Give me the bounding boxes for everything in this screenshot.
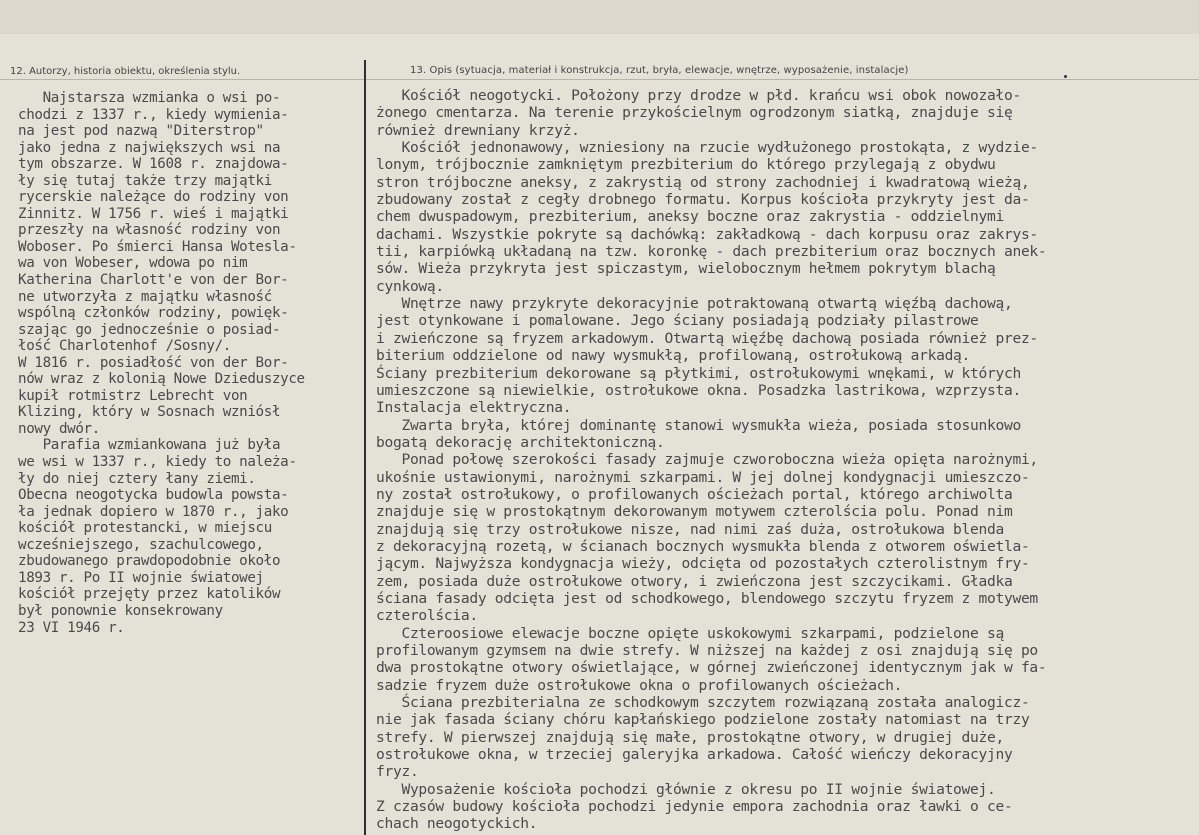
description-line: biterium oddzielone od nawy wysmukłą, profilowaną, ostrołukową arkadą. xyxy=(376,347,971,365)
history-line: W 1816 r. posiadłość von der Bor- xyxy=(18,354,289,371)
description-line: zem, posiada duże ostrołukowe otwory, i zwieńczona jest szczycikami. Gładka xyxy=(376,572,1013,590)
history-line: 1893 r. Po II wojnie światowej xyxy=(18,569,264,586)
history-line: tym obszarze. W 1608 r. znajdowa- xyxy=(18,156,289,173)
description-line: profilowanym gzymsem na dwie strefy. W niższej na każdej z osi znajdują się po xyxy=(376,642,1038,659)
history-line: chodzi z 1337 r., kiedy wymienia- xyxy=(18,106,289,123)
history-line: kupił rotmistrz Lebrecht von xyxy=(18,387,248,404)
description-line: sadzie fryzem duże ostrołukowe okna o profilowanych ościeżach. xyxy=(376,676,903,694)
history-line: Parafia wzmiankowana już była xyxy=(18,437,281,454)
description-line: znajdują się trzy ostrołukowe nisze, nad nimi zaś duża, ostrołukowa blenda xyxy=(376,520,1004,538)
description-line: dachami. Wszystkie pokryte są dachówką: zakładkową - dach korpusu oraz zakrys- xyxy=(376,225,1038,243)
history-line: był ponownie konsekrowany xyxy=(18,602,223,619)
history-line: 23 VI 1946 r. xyxy=(18,619,125,636)
history-line: nowy dwór. xyxy=(18,420,100,437)
description-line: fryz. xyxy=(376,763,419,781)
history-line: ne utworzyła z majątku własność xyxy=(18,288,272,305)
description-line: Kościół jednonawowy, wzniesiony na rzucie wydłużonego prostokąta, z wydzie- xyxy=(376,139,1038,157)
history-line: przeszły na własność rodziny von xyxy=(18,222,281,239)
description-line: Z czasów budowy kościoła pochodzi jedynie empora zachodnia oraz ławki o ce- xyxy=(376,798,1013,816)
description-line: strefy. W pierwszej znajdują się małe, prostokątne otwory, w drugiej duże, xyxy=(376,728,1004,746)
description-line: Wyposażenie kościoła pochodzi głównie z okresu po II wojnie światowej. xyxy=(376,780,996,798)
history-line: jako jedna z największych wsi na xyxy=(18,139,281,156)
description-line: ny został ostrołukowy, o profilowanych ościeżach portal, którego archiwolta xyxy=(376,485,1013,503)
history-line: nów wraz z kolonią Nowe Dzieduszyce xyxy=(18,371,305,388)
top-edge xyxy=(0,0,1199,34)
description-line: i zwieńczone są fryzem arkadowym. Otwartą więźbę dachową posiada również prez- xyxy=(376,329,1038,347)
history-text xyxy=(18,90,358,636)
description-line: również drewniany krzyż. xyxy=(376,121,580,139)
history-line: Najstarsza wzmianka o wsi po- xyxy=(18,90,281,106)
section-12-label: 12. Autorzy, historia obiektu, określenia stylu. xyxy=(10,66,241,77)
description-line: ostrołukowe okna, w trzeciej galeryjka arkadowa. Całość wieńczy dekoracyjny xyxy=(376,746,1013,764)
description-line: czterolścia. xyxy=(376,607,478,625)
history-line: Woboser. Po śmierci Hansa Wotesla- xyxy=(18,238,297,255)
description-line: stron trójboczne aneksy, z zakrystią od strony zachodniej i kwadratową wieżą, xyxy=(376,173,1030,191)
description-line: chem dwuspadowym, prezbiterium, aneksy boczne oraz zakrystia - oddzielnymi xyxy=(376,208,1004,226)
column-divider xyxy=(364,60,366,835)
history-line: ły się tutaj także trzy majątki xyxy=(18,172,272,189)
description-line: ściana fasady odcięta jest od schodkowego, blendowego szczytu fryzem z motywem xyxy=(376,589,1038,607)
history-line: Klizing, który w Sosnach wzniósł xyxy=(18,404,281,421)
description-line: Instalacja elektryczna. xyxy=(376,399,572,417)
description-line: ukośnie ustawionymi, narożnymi szkarpami. W jej dolnej kondygnacji umieszczo- xyxy=(376,468,1030,486)
history-line: wcześniejszego, szachulcowego, xyxy=(18,536,264,553)
history-line: we wsi w 1337 r., kiedy to należa- xyxy=(18,454,297,471)
description-line: umieszczone są niewielkie, ostrołukowe okna. Posadzka lastrikowa, wzprzysta. xyxy=(376,381,1021,399)
history-line: rycerskie należące do rodziny von xyxy=(18,189,289,206)
description-line: nie jak fasada ściany chóru kapłańskiego podzielone zostały natomiast na trzy xyxy=(376,711,1030,729)
description-line: Wnętrze nawy przykryte dekoracyjnie potraktowaną otwartą więźbą dachową, xyxy=(376,295,1013,313)
description-line: cynkową. xyxy=(376,277,444,295)
description-line: bogatą dekorację architektoniczną. xyxy=(376,433,665,451)
history-line: Katherina Charlott'e von der Bor- xyxy=(18,272,289,289)
description-line: zbudowany został z cegły drobnego formatu. Korpus kościoła przykryty jest da- xyxy=(376,191,1030,209)
ink-dot xyxy=(1064,75,1067,78)
history-line: na jest pod nazwą "Diterstrop" xyxy=(18,123,264,140)
description-line: Kościół neogotycki. Położony przy drodze w płd. krańcu wsi obok nowozało- xyxy=(376,87,1021,104)
description-line: Ściana prezbiterialna ze schodkowym szczytem rozwiązaną została analogicz- xyxy=(376,694,1030,712)
description-line: Czteroosiowe elewacje boczne opięte uskokowymi szkarpami, podzielone są xyxy=(376,624,1004,642)
description-line: jącym. Najwyższa kondygnacja wieży, odcięta od pozostałych czterolistnym fry- xyxy=(376,555,1030,573)
description-line: jest otynkowane i pomalowane. Jego ściany posiadają podziały pilastrowe xyxy=(376,312,979,330)
description-line: tii, karpiówką układaną na tzw. koronkę - dach prezbiterium oraz bocznych anek- xyxy=(376,243,1047,261)
description-line: z dekoracyjną rozetą, w ścianach bocznych wysmukła blenda z otworem oświetla- xyxy=(376,537,1030,555)
description-line: żonego cmentarza. Na terenie przykościelnym ogrodzonym siatką, znajduje się xyxy=(376,104,1013,122)
history-line: wa von Wobeser, wdowa po nim xyxy=(18,255,248,272)
header-rule xyxy=(0,79,1199,80)
history-line: zbudowanego prawdopodobnie około xyxy=(18,553,281,570)
history-line: szając go jednocześnie o posiad- xyxy=(18,321,281,338)
description-line: chach neogotyckich. xyxy=(376,815,538,833)
history-line: Zinnitz. W 1756 r. wieś i majątki xyxy=(18,205,289,222)
description-line: znajduje się w prostokątnym dekorowanym motywem czterolścia polu. Ponad nim xyxy=(376,503,1013,521)
description-line: Ponad połowę szerokości fasady zajmuje czworoboczna wieża opięta narożnymi, xyxy=(376,451,1038,469)
history-line: Obecna neogotycka budowla powsta- xyxy=(18,487,289,504)
description-line: Ściany prezbiterium dekorowane są płytkimi, ostrołukowymi wnękami, w których xyxy=(376,364,1021,382)
description-text xyxy=(376,87,1186,833)
description-line: Zwarta bryła, której dominantę stanowi wysmukła wieża, posiada stosunkowo xyxy=(376,416,1021,434)
description-line: sów. Wieża przykryta jest spiczastym, wielobocznym hełmem pokrytym blachą xyxy=(376,260,996,278)
description-line: dwa prostokątne otwory oświetlające, w górnej zwieńczonej identycznym jak w fa- xyxy=(376,659,1047,677)
history-line: wspólną członków rodziny, powięk- xyxy=(18,305,289,322)
history-line: ły do niej cztery łany ziemi. xyxy=(18,470,256,487)
history-line: ła jednak dopiero w 1870 r., jako xyxy=(18,503,289,520)
history-line: kościół przejęty przez katolików xyxy=(18,586,281,603)
description-line: lonym, trójbocznie zamkniętym prezbiterium do którego przylegają z obydwu xyxy=(376,156,996,174)
history-line: łość Charlotenhof /Sosny/. xyxy=(18,338,231,355)
history-line: kościół protestancki, w miejscu xyxy=(18,520,272,537)
section-13-label: 13. Opis (sytuacja, materiał i konstrukcja, rzut, bryła, elewacje, wnętrze, wyposażenie, instalacje) xyxy=(410,65,909,76)
